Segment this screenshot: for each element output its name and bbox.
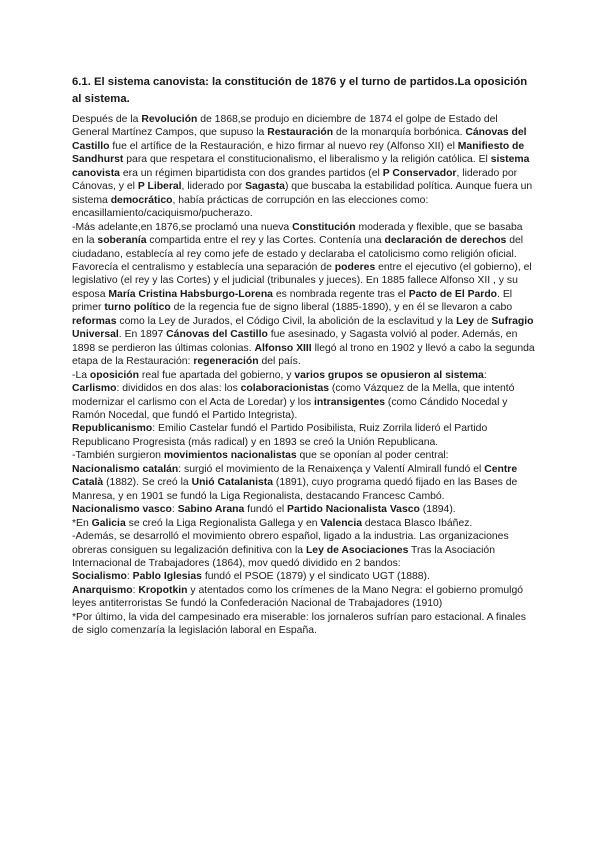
bold-term: Restauración: [267, 127, 334, 139]
paragraph-socialismo: Socialismo: Pablo Iglesias fundó el PSOE (1879) y el sindicato UGT (1888).: [72, 571, 430, 583]
paragraph-campesinado: *Por último, la vida del campesinado era miserable: los jornaleros sufrían paro estacional. A finales de siglo comenzaría la legislación laboral en España.: [72, 611, 526, 637]
bold-term: Revolución: [141, 114, 198, 125]
bold-term: Galicia: [91, 517, 126, 529]
bold-term: Cánovas del Castillo: [166, 329, 268, 341]
paragraph-movimiento-obrero: -Además, se desarrolló el movimiento obrero español, ligado a la industria. Las organizaciones obreras consiguen su legalización definitiva con la Ley de Asociaciones Tras la Asociación Internacional de Trabajadores (1864), mov quedó dividido en 2 bandos:: [72, 531, 509, 569]
bold-term: Sabino Arana: [177, 504, 245, 516]
bold-term: Pablo Iglesias: [132, 571, 202, 583]
bold-term: Centre Català: [72, 463, 518, 489]
bold-term: declaración de derechos: [384, 235, 507, 247]
bold-term: Sagasta: [245, 181, 285, 193]
bold-term: P Liberal: [137, 181, 182, 193]
page-title: 6.1. El sistema canovista: la constitución de 1876 y el turno de partidos.La oposición al sistema.: [72, 76, 528, 105]
bold-term: sistema canovista: [72, 154, 530, 179]
paragraph-anarquismo: Anarquismo: Kropotkin y atentados como los crímenes de la Mano Negra: el gobierno promulgó leyes antiterroristas Se fundó la Confederación Nacional de Trabajadores (1910): [72, 584, 524, 610]
paragraph-constitucion: -Más adelante,en 1876,se proclamó una nueva Constitución moderada y flexible, que se basaba en la soberanía compartida entre el rey y las Cortes. Contenía una declaración de derechos del ciudadano, establecía al rey como jefe de estado y declaraba el catolicismo como religión oficial. Favorecía el centralismo y establecía una separación de poderes entre el ejecutivo (el gobierno), el legislativo (el rey y las Cortes) y el judicial (tribunales y jueces). En 1885 fallece Alfonso XII , y su esposa María Cristina Habsburgo-Lorena es nombrada regente tras el Pacto de El Pardo. El primer turno político de la regencia fue de signo liberal (1885-1890), y en él se llevaron a cabo reformas como la Ley de Jurados, el Código Civil, la abolición de la esclavitud y la Ley de Sufragio Universal. En 1897 Cánovas del Castillo fue asesinado, y Sagasta volvió al poder. Además, en 1898 se perdieron las últimas colonias. Alfonso XIII llegó al trono en 1902 y llevó a cabo la segunda etapa de la Restauración: regeneración del país.: [72, 221, 535, 368]
bold-term: regeneración: [193, 356, 259, 368]
bold-term: Unió Catalanista: [191, 477, 273, 489]
bold-term: Manifiesto de Sandhurst: [72, 140, 525, 166]
bold-term: Constitución: [292, 221, 356, 233]
bold-term: intransigentes: [313, 396, 386, 408]
bold-term: Cánovas del Castillo: [72, 127, 527, 152]
bold-term: poderes: [334, 261, 376, 273]
bold-term: Nacionalismo vasco: [72, 504, 172, 516]
bold-term: Socialismo: [72, 571, 127, 583]
document-body: [72, 113, 535, 638]
paragraph-nacionalismos: -También surgieron movimientos nacionalistas que se oponían al poder central:: [72, 450, 449, 462]
paragraph-oposicion: -La oposición real fue apartada del gobierno, y varios grupos se opusieron al sistema:: [72, 369, 487, 381]
bold-term: Alfonso XIII: [254, 342, 312, 354]
bold-term: movimientos nacionalistas: [163, 450, 297, 462]
bold-term: Republicanismo: [72, 423, 153, 435]
paragraph-galicia-valencia: *En Galicia se creó la Liga Regionalista Gallega y en Valencia destaca Blasco Ibáñez.: [72, 517, 473, 529]
paragraph-restauracion: Después de la Revolución de 1868,se produjo en diciembre de 1874 el golpe de Estado del General Martínez Campos, que supuso la Restauración de la monarquía borbónica. Cánovas del Castillo fue el artífice de la Restauración, e hizo firmar al nuevo rey (Alfonso XII) el Manifiesto de Sandhurst para que respetara el constitucionalismo, el liberalismo y la religión católica. El sistema canovista era un régimen bipartidista con dos grandes partidos (el P Conservador, liderado por Cánovas, y el P Liberal, liderado por Sagasta) que buscaba la estabilidad política. Aunque fuera un sistema democrático, había prácticas de corrupción en las elecciones como: encasillamiento/caciquismo/pucherazo.: [72, 114, 533, 220]
bold-term: colaboracionistas: [240, 383, 330, 395]
bold-term: varios grupos se opusieron al sistema: [294, 369, 484, 381]
paragraph-nacionalismo-vasco: Nacionalismo vasco: Sabino Arana fundó el Partido Nacionalista Vasco (1894).: [72, 504, 456, 516]
bold-term: Pacto de El Pardo: [408, 288, 498, 300]
bold-term: Sufragio Universal: [72, 315, 534, 341]
bold-term: Anarquismo: [72, 584, 133, 596]
bold-term: turno político: [104, 302, 171, 314]
bold-term: Kropotkin: [138, 584, 188, 596]
bold-term: Valencia: [320, 517, 362, 529]
paragraph-nacionalismo-catalan: Nacionalismo catalán: surgió el movimiento de la Renaixença y Valentí Almirall fundó el Centre Català (1882). Se creó la Unió Catalanista (1891), cuyo programa quedó fijado en las Bases de Manresa, y en 1901 se fundó la Liga Regionalista, destacando Francesc Cambó.: [72, 463, 518, 502]
bold-term: oposición: [89, 369, 139, 381]
bold-term: P Conservador: [382, 167, 457, 179]
bold-term: Nacionalismo catalán: [72, 463, 179, 475]
bold-term: María Cristina Habsburgo-Lorena: [108, 288, 273, 300]
bold-term: Partido Nacionalista Vasco: [287, 504, 420, 516]
bold-term: reformas: [72, 315, 117, 327]
bold-term: Ley: [456, 315, 474, 327]
bold-term: Carlismo: [72, 383, 117, 395]
bold-term: soberanía: [97, 235, 147, 247]
bold-term: democrático: [110, 194, 173, 206]
bold-term: Ley de Asociaciones: [305, 544, 409, 556]
paragraph-republicanismo: Republicanismo: Emilio Castelar fundó el Partido Posibilista, Ruiz Zorrila lideró el Partido Republicano Progresista (más radical) y en 1893 se creó la Unión Republicana.: [72, 423, 488, 448]
paragraph-carlismo: Carlismo: divididos en dos alas: los colaboracionistas (como Vázquez de la Mella, que intentó modernizar el carlismo con el Acta de Loredar) y los intransigentes (como Cándido Nocedal y Ramón Nocedal, que fundó el Partido Integrista).: [72, 383, 515, 421]
